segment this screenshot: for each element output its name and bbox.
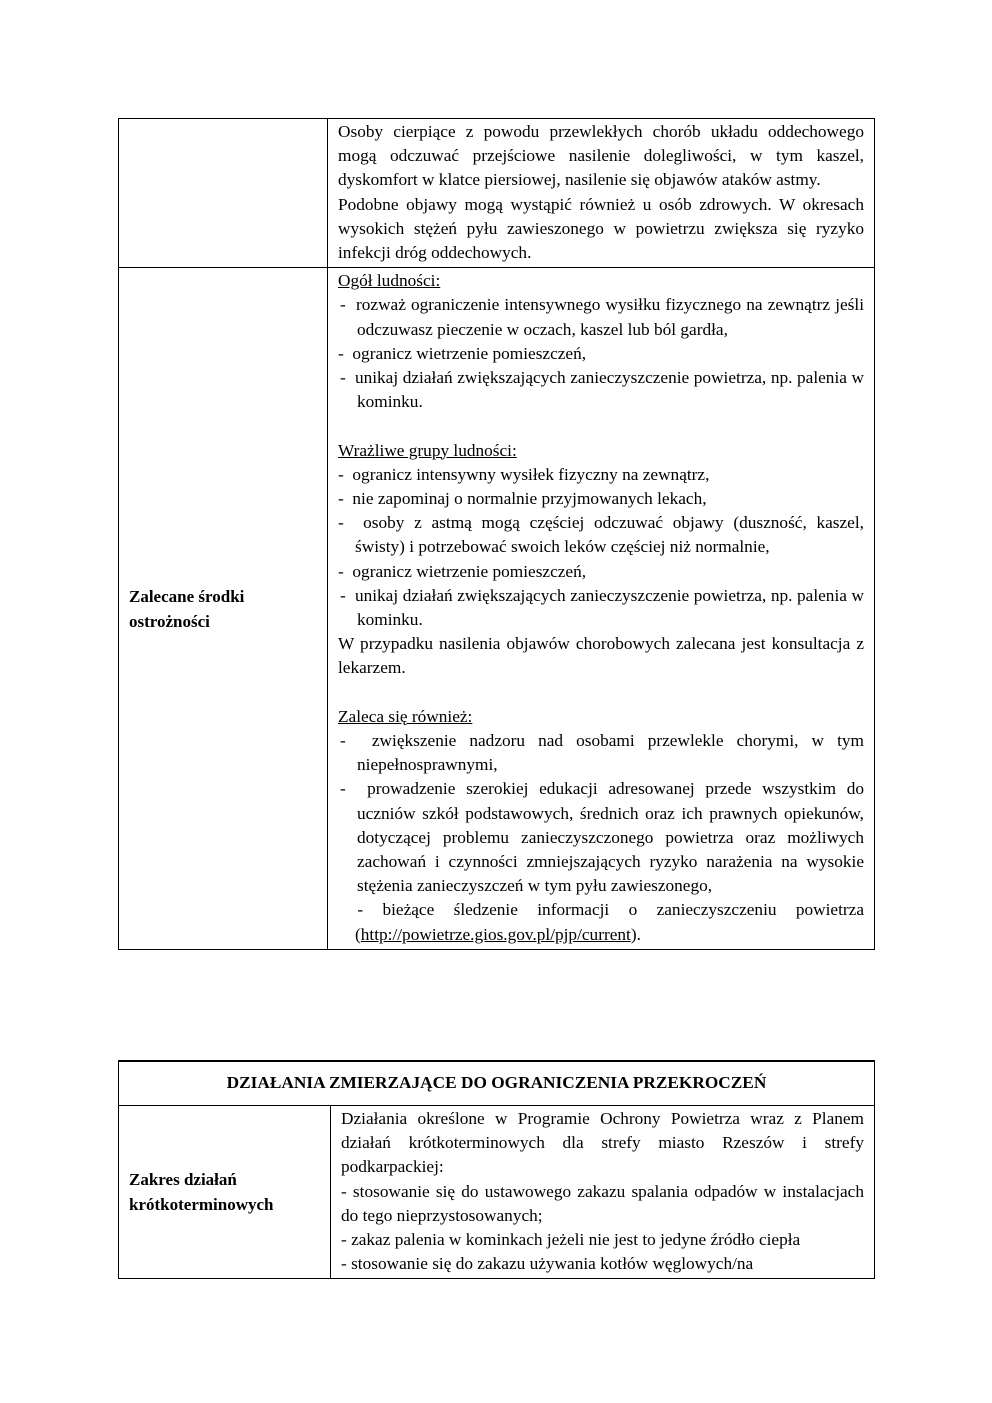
list-item: - nie zapominaj o normalnie przyjmowanych lekach, xyxy=(338,489,707,509)
short-term-label-cell xyxy=(119,1106,331,1279)
health-effects-table xyxy=(118,118,875,950)
label-line: krótkoterminowych xyxy=(129,1195,274,1215)
precautions-cell xyxy=(328,268,875,950)
label-line: Zalecane środki xyxy=(129,586,245,606)
paragraph: Podobne objawy mogą wystąpić również u osób zdrowych. W okresach wysokich stężeń pyłu zawieszonego w powietrzu zwiększa się ryzyko infekcji dróg oddechowych. xyxy=(338,194,864,263)
list-item: - unikaj działań zwiększających zanieczyszczenie powietrza, np. palenia w kominku. xyxy=(340,585,864,630)
table-row xyxy=(119,1061,875,1106)
table-row xyxy=(119,268,875,950)
actions-table xyxy=(118,1060,875,1279)
label-line: ostrożności xyxy=(129,611,210,631)
list-item: - ogranicz wietrzenie pomieszczeń, xyxy=(338,343,587,363)
table-row xyxy=(119,119,875,268)
short-term-actions-cell xyxy=(331,1106,875,1279)
section-heading: Ogół ludności: xyxy=(338,271,441,291)
section-heading: Wrażliwe grupy ludności: xyxy=(338,440,517,460)
table-heading: DZIAŁANIA ZMIERZAJĄCE DO OGRANICZENIA PRZEKROCZEŃ xyxy=(119,1061,875,1106)
list-item: - stosowanie się do ustawowego zakazu spalania odpadów w instalacjach do tego nieprzystosowanych; xyxy=(341,1181,864,1225)
section-heading: Zaleca się również: xyxy=(338,706,473,726)
health-effects-cell xyxy=(328,119,875,268)
list-item: - unikaj działań zwiększających zanieczyszczenie powietrza, np. palenia w kominku. xyxy=(340,368,864,412)
empty-label-cell xyxy=(119,119,328,268)
list-item: - ogranicz wietrzenie pomieszczeń, xyxy=(338,561,587,581)
list-item: - osoby z astmą mogą częściej odczuwać objawy (duszność, kaszel, świsty) i potrzebować swoich leków częściej niż normalnie, xyxy=(338,513,864,557)
table-row xyxy=(119,1106,875,1279)
paragraph: Osoby cierpiące z powodu przewlekłych chorób układu oddechowego mogą odczuwać przejściowe nasilenie dolegliwości, w tym kaszel, dyskomfort w klatce piersiowej, nasilenie się objawów ataków astmy. xyxy=(338,122,864,190)
label-line: Zakres działań xyxy=(129,1170,237,1190)
gios-link[interactable]: http://powietrze.gios.gov.pl/pjp/current xyxy=(360,924,631,944)
list-item: - zakaz palenia w kominkach jeżeli nie jest to jedyne źródło ciepła xyxy=(341,1230,801,1250)
list-item: - ogranicz intensywny wysiłek fizyczny na zewnątrz, xyxy=(338,464,710,484)
list-item: - prowadzenie szerokiej edukacji adresowanej przede wszystkim do uczniów szkół podstawowych, średnich oraz ich prawnych opiekunów, dotyczącej problemu zanieczyszczonego powietrza oraz możliwych zachowań i czynności zmniejszających ryzyko narażenia na wysokie stężenia zanieczyszczeń w tym pyłu zawieszonego, xyxy=(340,779,864,896)
list-item: - bieżące śledzenie informacji o zanieczyszczeniu powietrza (http://powietrze.gios.gov.pl/pjp/current). xyxy=(338,900,864,944)
list-item: - rozważ ograniczenie intensywnego wysiłku fizycznego na zewnątrz jeśli odczuwasz pieczenie w oczach, kaszel lub ból gardła, xyxy=(340,295,864,339)
paragraph: Działania określone w Programie Ochrony Powietrza wraz z Planem działań krótkoterminowych dla strefy miasto Rzeszów i strefy podkarpackiej: xyxy=(341,1109,864,1177)
paragraph: W przypadku nasilenia objawów chorobowych zalecana jest konsultacja z lekarzem. xyxy=(338,634,864,678)
precautions-label-cell xyxy=(119,268,328,950)
list-item: - zwiększenie nadzoru nad osobami przewlekle chorymi, w tym niepełnosprawnymi, xyxy=(340,731,864,775)
list-item: - stosowanie się do zakazu używania kotłów węglowych/na xyxy=(341,1254,754,1274)
